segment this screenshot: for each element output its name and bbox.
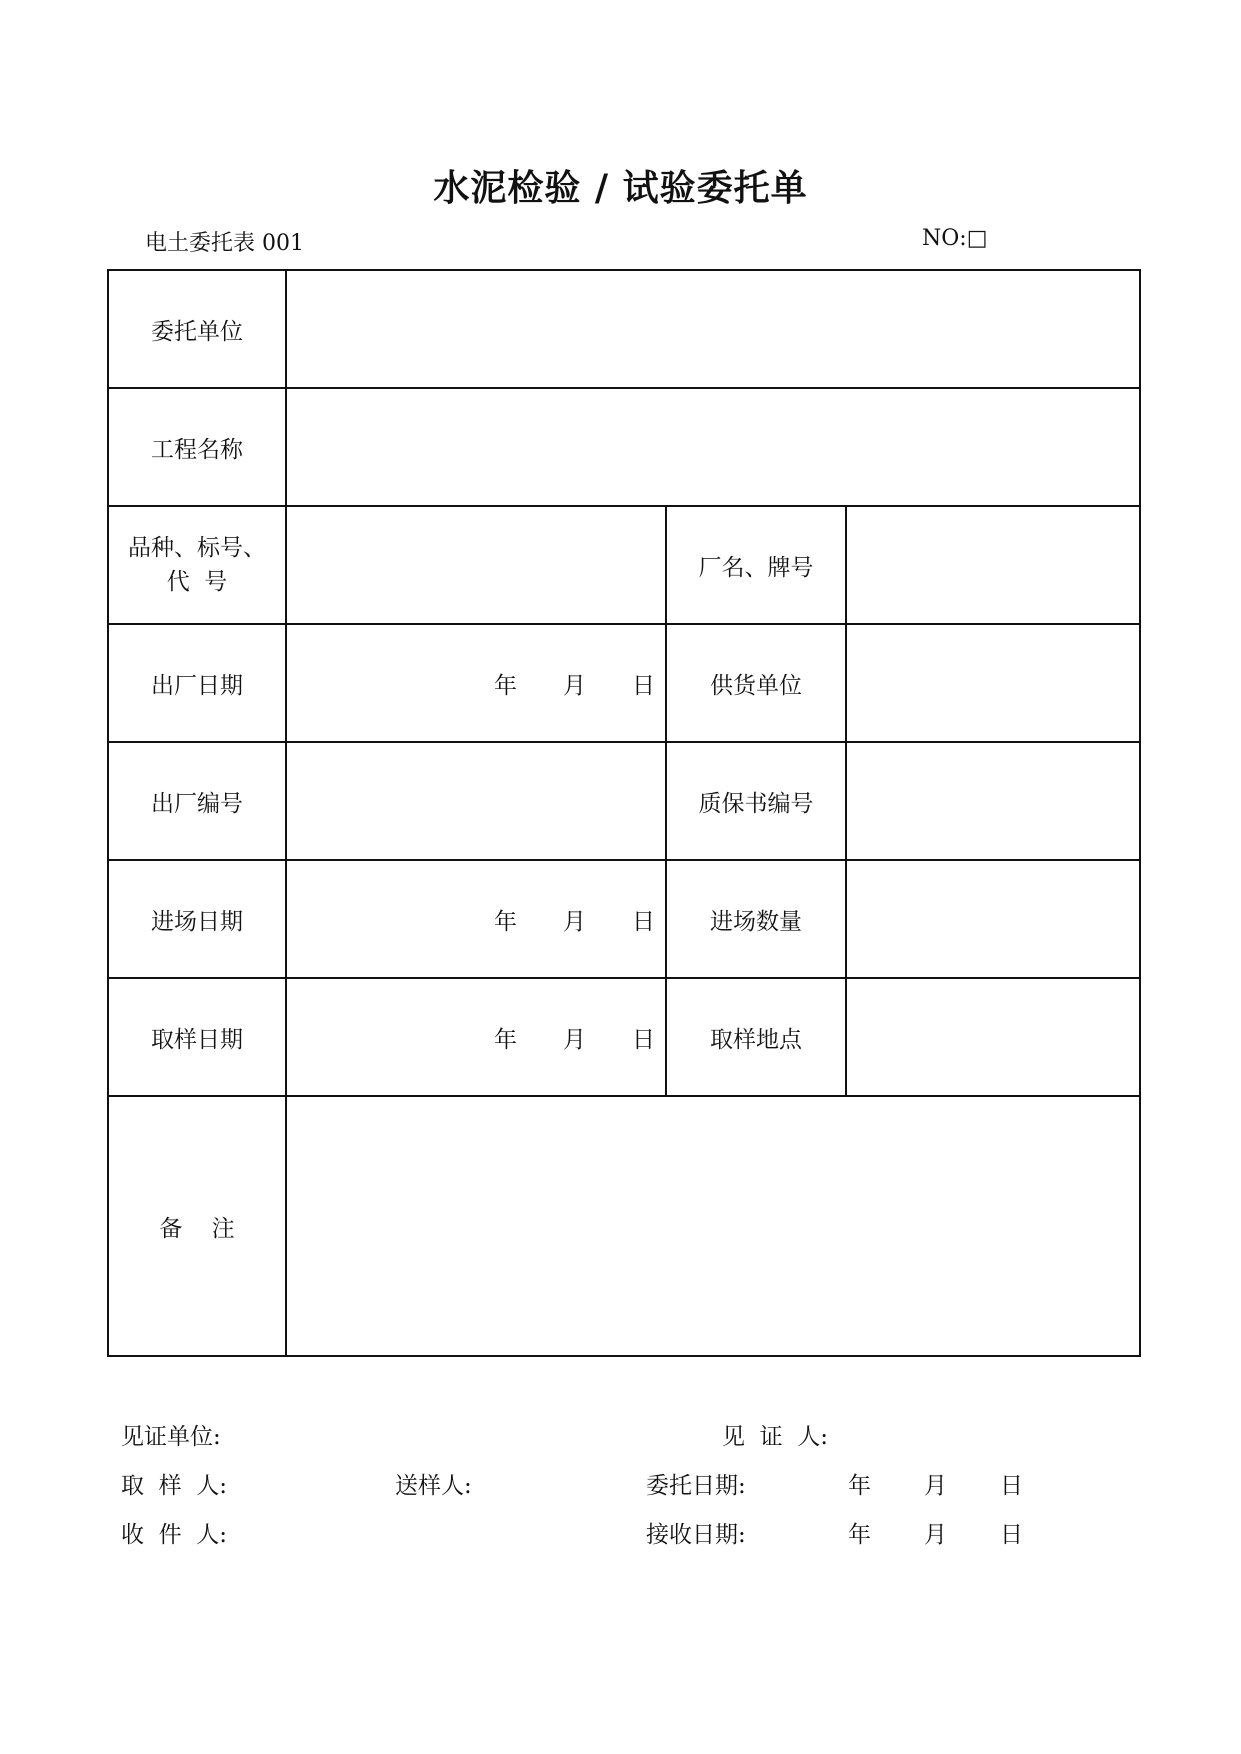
day-label: 日 — [632, 1026, 655, 1053]
factory-date-field[interactable] — [286, 624, 666, 742]
receive-day-label: 日 — [1000, 1522, 1023, 1548]
supplier-field[interactable] — [846, 624, 1140, 742]
factory-number-label: 出厂编号 — [108, 742, 286, 860]
client-unit-field[interactable] — [286, 270, 1140, 388]
remarks-field[interactable] — [286, 1096, 1140, 1356]
commission-date-label: 委托日期: — [646, 1473, 746, 1499]
sampler-label: 取 样 人: — [121, 1473, 227, 1499]
year-label: 年 — [494, 672, 517, 699]
factory-number-field[interactable] — [286, 742, 666, 860]
table-row — [108, 742, 1140, 860]
entry-quantity-label: 进场数量 — [666, 860, 846, 978]
receiver-label: 收 件 人: — [121, 1522, 227, 1548]
entry-quantity-field[interactable] — [846, 860, 1140, 978]
remarks-label: 备 注 — [108, 1096, 286, 1356]
variety-label-line-1: 品种、标号、 — [128, 535, 266, 561]
commission-form-table — [107, 269, 1141, 1357]
variety-grade-code-label — [108, 506, 286, 624]
month-label: 月 — [563, 908, 586, 935]
receive-month-label: 月 — [924, 1522, 947, 1548]
table-row — [108, 860, 1140, 978]
witness-person-label: 见 证 人: — [722, 1424, 828, 1450]
day-label: 日 — [632, 672, 655, 699]
project-name-field[interactable] — [286, 388, 1140, 506]
client-unit-label: 委托单位 — [108, 270, 286, 388]
table-row — [108, 624, 1140, 742]
receive-date-label: 接收日期: — [646, 1522, 746, 1548]
witness-unit-label: 见证单位: — [121, 1424, 221, 1450]
form-title: 水泥检验 / 试验委托单 — [433, 167, 808, 209]
receive-year-label: 年 — [848, 1522, 871, 1548]
table-row — [108, 270, 1140, 388]
table-row — [108, 978, 1140, 1096]
supplier-label: 供货单位 — [666, 624, 846, 742]
factory-brand-label: 厂名、牌号 — [666, 506, 846, 624]
form-number: NO:□ — [922, 226, 988, 251]
project-name-label: 工程名称 — [108, 388, 286, 506]
month-label: 月 — [563, 1026, 586, 1053]
entry-date-field[interactable] — [286, 860, 666, 978]
commission-day-label: 日 — [1000, 1473, 1023, 1499]
table-row — [108, 1096, 1140, 1356]
factory-brand-field[interactable] — [846, 506, 1140, 624]
entry-date-label: 进场日期 — [108, 860, 286, 978]
commission-year-label: 年 — [848, 1473, 871, 1499]
month-label: 月 — [563, 672, 586, 699]
commission-month-label: 月 — [924, 1473, 947, 1499]
sampling-location-label: 取样地点 — [666, 978, 846, 1096]
variety-label-line-2: 代 号 — [166, 569, 228, 595]
warranty-number-label: 质保书编号 — [666, 742, 846, 860]
warranty-number-field[interactable] — [846, 742, 1140, 860]
factory-date-label: 出厂日期 — [108, 624, 286, 742]
sender-label: 送样人: — [395, 1473, 472, 1499]
form-code: 电土委托表 001 — [145, 231, 304, 256]
sampling-location-field[interactable] — [846, 978, 1140, 1096]
table-row — [108, 388, 1140, 506]
table-row — [108, 506, 1140, 624]
year-label: 年 — [494, 1026, 517, 1053]
day-label: 日 — [632, 908, 655, 935]
variety-grade-code-field[interactable] — [286, 506, 666, 624]
sampling-date-label: 取样日期 — [108, 978, 286, 1096]
sampling-date-field[interactable] — [286, 978, 666, 1096]
year-label: 年 — [494, 908, 517, 935]
